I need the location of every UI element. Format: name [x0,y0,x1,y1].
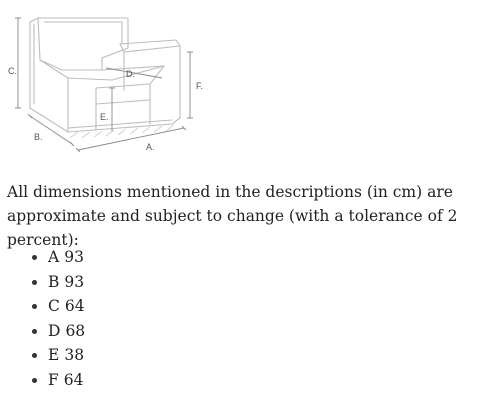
dimension-item-e [30,343,85,368]
dimension-item-a [30,245,85,270]
label-f: F. [196,81,204,91]
dimension-value: 68 [65,321,86,340]
armchair-dimension-drawing [0,0,215,160]
label-c: C. [8,66,17,76]
armchair-sketch [0,0,215,160]
dimension-letter: A [48,248,60,266]
label-b: B. [34,132,43,142]
dimensions-list [30,245,85,392]
dimension-value: 38 [64,346,85,364]
dimensions-description: All dimensions mentioned in the descriptions (in cm) are approximate and subject to change (with a tolerance of 2 percent): [7,183,458,249]
dimension-letter: F [48,370,59,389]
dimension-letter: C [48,297,60,315]
dimension-item-c [30,294,85,319]
label-a: A. [146,142,155,152]
dimension-item-b [30,270,85,295]
label-d: D. [126,69,135,79]
dimension-item-d [30,319,85,344]
dimension-value: 64 [64,297,85,315]
dimension-value: 93 [64,272,85,291]
dimension-value: 64 [63,370,84,389]
dimension-letter: D [48,321,61,340]
label-e: E. [100,112,109,122]
dimension-item-f [30,368,85,393]
dimension-letter: E [48,346,60,364]
dimension-letter: B [48,272,60,291]
dimension-value: 93 [64,248,84,266]
